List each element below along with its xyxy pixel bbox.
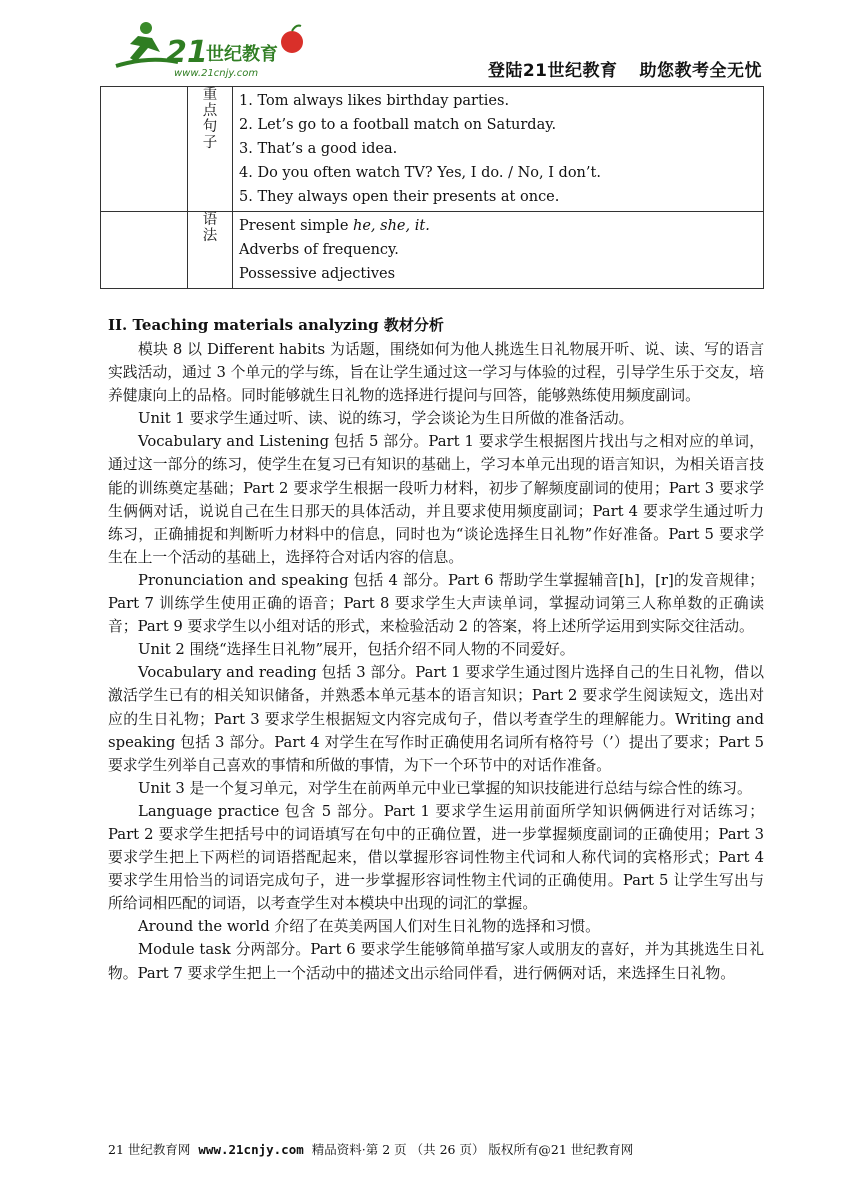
footer-site-name: 21 世纪教育网 bbox=[108, 1142, 191, 1157]
footer-page-info: 精品资料·第 2 页 （共 26 页） 版权所有@21 世纪教育网 bbox=[311, 1142, 634, 1157]
table-cell-empty bbox=[101, 87, 188, 212]
paragraph: Vocabulary and Listening 包括 5 部分。Part 1 要求学生根据图片找出与之相对应的单词，通过这一部分的练习，使学生在复习已有知识的基础上，学习本单元出现的语言知识，为相关语言技能的训练奠定基础；Part 2 要求学生根据一段听力材料，初步了解频度副词的使用；Part 3 要求学生俩俩对话，说说自己在生日那天的具体活动，并且要求使用频度副词；Part 4 要求学生通过听力练习，正确捕捉和判断听力材料中的信息，同时也为“谈论选择生日礼物”作好准备。Part 5 要求学生在上一个活动的基础上，选择符合对话内容的信息。 bbox=[108, 433, 764, 566]
paragraph: Unit 2 围绕“选择生日礼物”展开，包括介绍不同人物的不同爱好。 bbox=[138, 641, 575, 659]
list-item: 1. Tom always likes birthday parties. bbox=[239, 93, 510, 109]
paragraph: Module task 分两部分。Part 6 要求学生能够简单描写家人或朋友的喜好，并为其挑选生日礼物。Part 7 要求学生把上一个活动中的描述文出示给同伴看，进行俩俩对话，来选择生日礼物。 bbox=[108, 941, 764, 982]
list-item: Present simple he, she, it. bbox=[239, 218, 430, 234]
paragraph: Around the world 介绍了在英美两国人们对生日礼物的选择和习惯。 bbox=[138, 918, 600, 936]
header-slogan bbox=[466, 56, 762, 81]
paragraph: Unit 3 是一个复习单元，对学生在前两单元中业已掌握的知识技能进行总结与综合性的练习。 bbox=[138, 779, 752, 797]
slogan-help: 助您教考全无忧 bbox=[639, 61, 762, 81]
list-item: 4. Do you often watch TV? Yes, I do. / No, I don’t. bbox=[239, 165, 601, 181]
table-row-key-sentences bbox=[101, 87, 764, 212]
paragraph: Unit 1 要求学生通过听、读、说的练习，学会谈论为生日所做的准备活动。 bbox=[138, 410, 634, 428]
category-grammar: 语法 bbox=[188, 212, 233, 289]
paragraph: 模块 8 以 Different habits 为话题，围绕如何为他人挑选生日礼物展开听、说、读、写的语言实践活动，通过 3 个单元的学与练，旨在让学生通过这一学习与体验的过程，引导学生乐于交友，培养健康向上的品格。同时能够就生日礼物的选择进行提问与回答，能够熟练使用频度副词。 bbox=[108, 341, 764, 405]
table-cell-empty bbox=[101, 212, 188, 289]
paragraph: Pronunciation and speaking 包括 4 部分。Part 6 帮助学生掌握辅音[h]，[r]的发音规律；Part 7 训练学生使用正确的语音；Part 8 要求学生大声读单词，掌握动词第三人称单数的正确读音；Part 9 要求学生以小组对话的形式，来检验活动 2 的答案，将上述所学运用到实际交往活动。 bbox=[108, 571, 764, 636]
logo-url: www.21cnjy.com bbox=[174, 68, 259, 79]
list-item: Adverbs of frequency. bbox=[239, 242, 399, 258]
list-item: 2. Let’s go to a football match on Saturday. bbox=[239, 117, 557, 133]
slogan-login: 登陆21世纪教育 bbox=[487, 61, 618, 81]
key-sentences-list bbox=[233, 87, 764, 212]
teaching-materials-section bbox=[108, 314, 764, 985]
logo-text: 世纪教育 bbox=[206, 44, 278, 65]
svg-text:21: 21 bbox=[166, 35, 208, 70]
table-row-grammar bbox=[101, 212, 764, 289]
key-points-table bbox=[100, 86, 764, 289]
site-logo bbox=[108, 18, 308, 80]
page-footer bbox=[108, 1140, 768, 1158]
list-item: 5. They always open their presents at once. bbox=[239, 189, 560, 205]
section-title: II. Teaching materials analyzing 教材分析 bbox=[108, 316, 444, 334]
list-item: 3. That’s a good idea. bbox=[239, 141, 398, 157]
footer-url[interactable]: www.21cnjy.com bbox=[198, 1142, 304, 1157]
list-item: Possessive adjectives bbox=[239, 266, 396, 282]
category-key-sentences: 重点句子 bbox=[188, 87, 233, 212]
paragraph: Vocabulary and reading 包括 3 部分。Part 1 要求学生通过图片选择自己的生日礼物，借以激活学生已有的相关知识储备，并熟悉本单元基本的语言知识；Part 2 要求学生阅读短文，选出对应的生日礼物；Part 3 要求学生根据短文内容完成句子，借以考查学生的理解能力。Writing and speaking 包括 3 部分。Part 4 对学生在写作时正确使用名词所有格符号（’）提出了要求；Part 5 要求学生列举自己喜欢的事情和所做的事情，为下一个环节中的对话作准备。 bbox=[108, 664, 764, 774]
grammar-list bbox=[233, 212, 764, 289]
paragraph: Language practice 包含 5 部分。Part 1 要求学生运用前面所学知识俩俩进行对话练习；Part 2 要求学生把括号中的词语填写在句中的正确位置，进一步掌握频度副词的正确使用；Part 3 要求学生把上下两栏的词语搭配起来，借以掌握形容词性物主代词和人称代词的宾格形式；Part 4 要求学生用恰当的词语完成句子，进一步掌握形容词性物主代词的正确使用。Part 5 让学生写出与所给词相匹配的词语，以考查学生对本模块中出现的词汇的掌握。 bbox=[108, 802, 764, 913]
page-header bbox=[108, 0, 764, 87]
